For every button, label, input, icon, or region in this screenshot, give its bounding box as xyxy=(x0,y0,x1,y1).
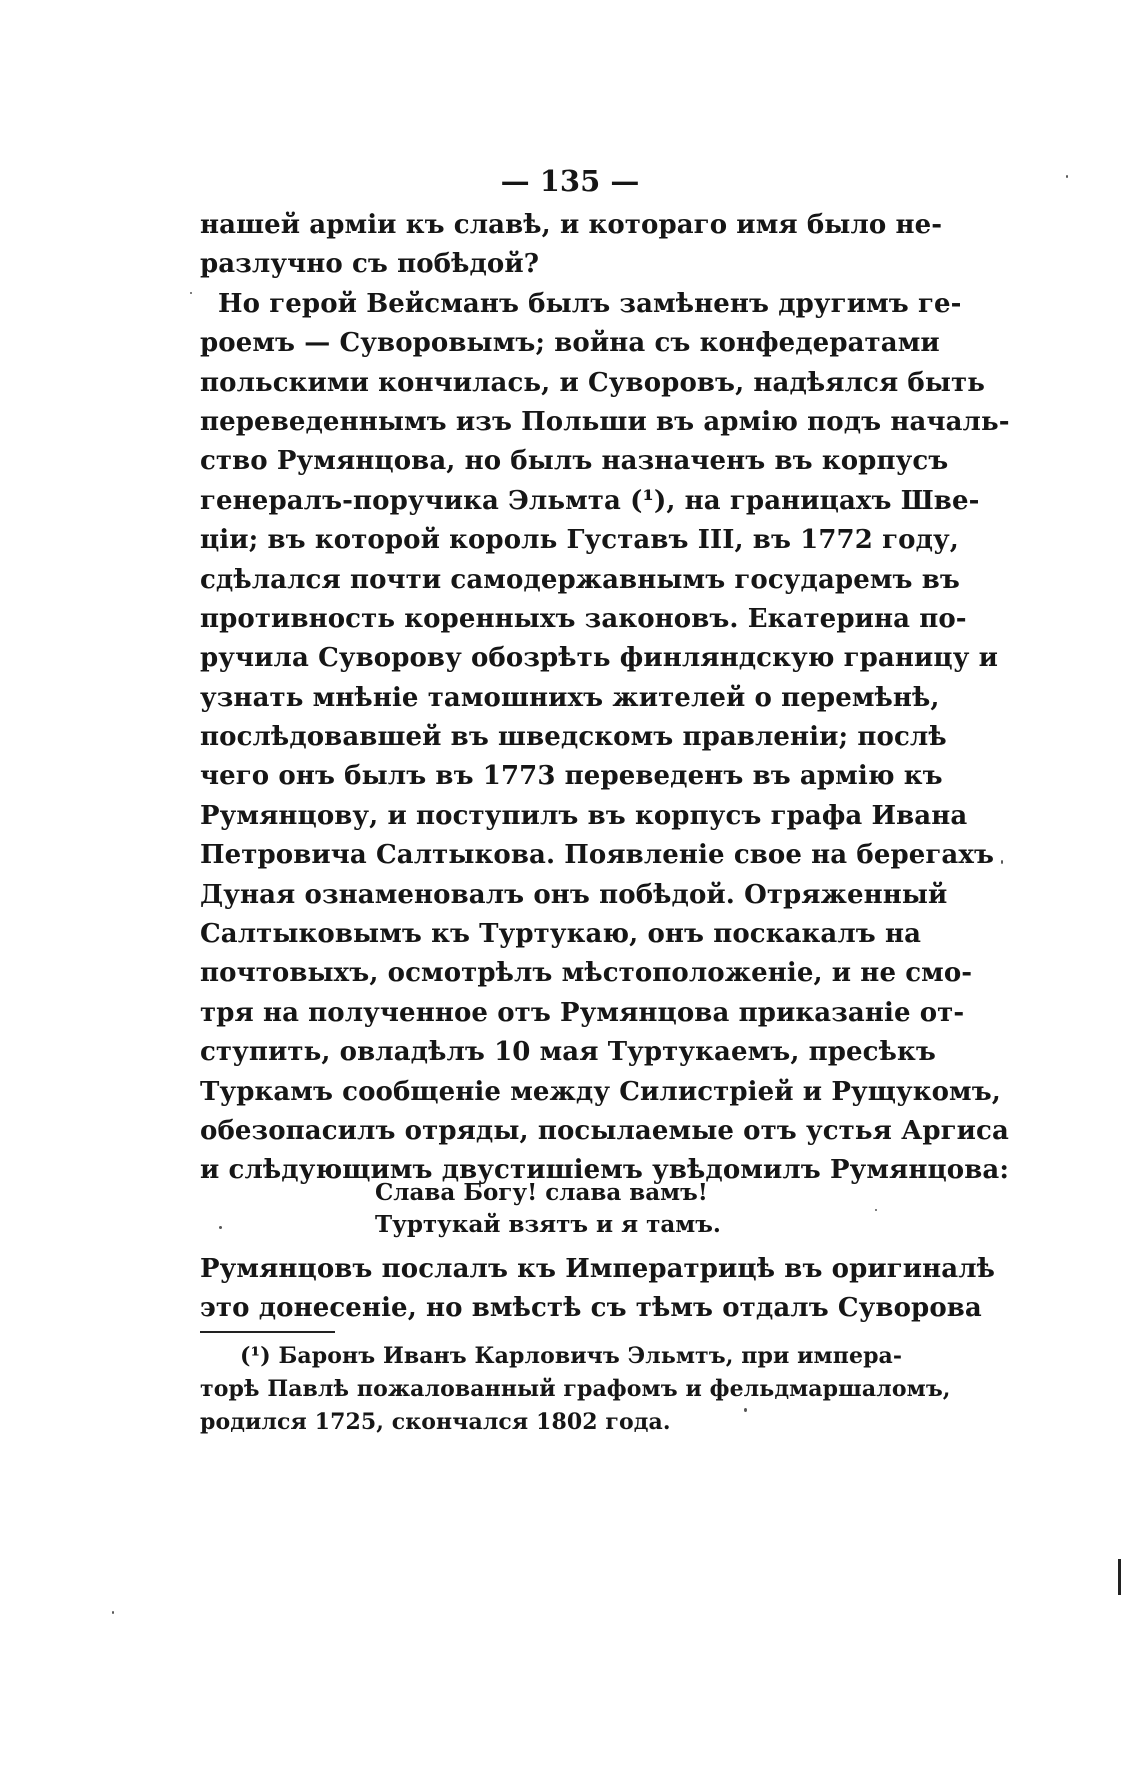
scan-edge-mark xyxy=(1118,1559,1121,1595)
text-line: переведеннымъ изъ Польши въ армію подъ началь- xyxy=(200,406,1010,437)
text-line: роемъ — Суворовымъ; война съ конфедератами xyxy=(200,328,940,359)
text-line: Дуная ознаменовалъ онъ побѣдой. Отряженный xyxy=(200,879,948,910)
text-line: нашей арміи къ славѣ, и котораго имя было не- xyxy=(200,210,943,240)
text-line: ство Румянцова, но былъ назначенъ въ корпусъ xyxy=(200,446,949,477)
text-line: послѣдовавшей въ шведскомъ правленіи; послѣ xyxy=(200,722,947,753)
verse xyxy=(375,1177,721,1241)
footnote-line: торѣ Павлѣ пожалованный графомъ и фельдмаршаломъ, xyxy=(200,1376,951,1402)
text-line: Туркамъ сообщеніе между Силистріей и Рущукомъ, xyxy=(200,1076,1001,1107)
text-line: противность коренныхъ законовъ. Екатерина по- xyxy=(200,603,967,634)
footnote xyxy=(200,1340,951,1439)
print-speck xyxy=(875,1209,877,1211)
text-line: Румянцовъ послалъ къ Императрицѣ въ оригиналѣ xyxy=(200,1254,996,1284)
text-line: тря на полученное отъ Румянцова приказаніе от- xyxy=(200,997,965,1028)
verse-line: Туртукай взятъ и я тамъ. xyxy=(375,1211,721,1238)
text-line: обезопасилъ отряды, посылаемые отъ устья Аргиса xyxy=(200,1115,1009,1146)
verse-line: Слава Богу! слава вамъ! xyxy=(375,1179,708,1206)
text-line: Петровича Салтыкова. Появленіе свое на берегахъ xyxy=(200,840,995,871)
print-speck xyxy=(1066,175,1068,178)
footnote-line: родился 1725, скончался 1802 года. xyxy=(200,1409,671,1435)
text-line: Но герой Вейсманъ былъ замѣненъ другимъ ге- xyxy=(218,288,962,319)
print-speck xyxy=(112,1611,114,1614)
text-line: Румянцову, и поступилъ въ корпусъ графа Ивана xyxy=(200,800,968,831)
body-text-continued xyxy=(200,1250,996,1329)
print-speck xyxy=(219,1226,222,1229)
text-line: ступить, овладѣлъ 10 мая Туртукаемъ, пресѣкъ xyxy=(200,1037,936,1068)
print-speck xyxy=(190,292,192,294)
text-line: ціи; въ которой король Густавъ III, въ 1772 году, xyxy=(200,525,959,556)
footnote-rule xyxy=(200,1331,335,1333)
text-line: чего онъ былъ въ 1773 переведенъ въ армію къ xyxy=(200,761,943,792)
text-line: разлучно съ побѣдой? xyxy=(200,249,540,280)
footnote-line: (¹) Баронъ Иванъ Карловичъ Эльмтъ, при импера- xyxy=(240,1343,903,1369)
text-line: и слѣдующимъ двустишіемъ увѣдомилъ Румянцова: xyxy=(200,1155,1010,1186)
text-line: сдѣлался почти самодержавнымъ государемъ въ xyxy=(200,564,960,595)
text-line: польскими кончилась, и Суворовъ, надѣялся быть xyxy=(200,367,985,398)
print-speck xyxy=(744,1408,747,1412)
text-line: это донесеніе, но вмѣстѣ съ тѣмъ отдалъ Суворова xyxy=(200,1293,982,1324)
text-line: Салтыковымъ къ Туртукаю, онъ поскакалъ на xyxy=(200,919,922,950)
body-text xyxy=(200,206,1010,1191)
text-line: генералъ-поручика Эльмта (¹), на границахъ Шве- xyxy=(200,485,980,516)
print-speck xyxy=(1001,860,1003,864)
text-line: ручила Суворову обозрѣть финляндскую границу и xyxy=(200,643,998,674)
text-line: узнать мнѣніе тамошнихъ жителей о перемѣнѣ, xyxy=(200,682,940,713)
text-line: почтовыхъ, осмотрѣлъ мѣстоположеніе, и не смо- xyxy=(200,958,973,989)
page-number: — 135 — xyxy=(500,164,640,198)
